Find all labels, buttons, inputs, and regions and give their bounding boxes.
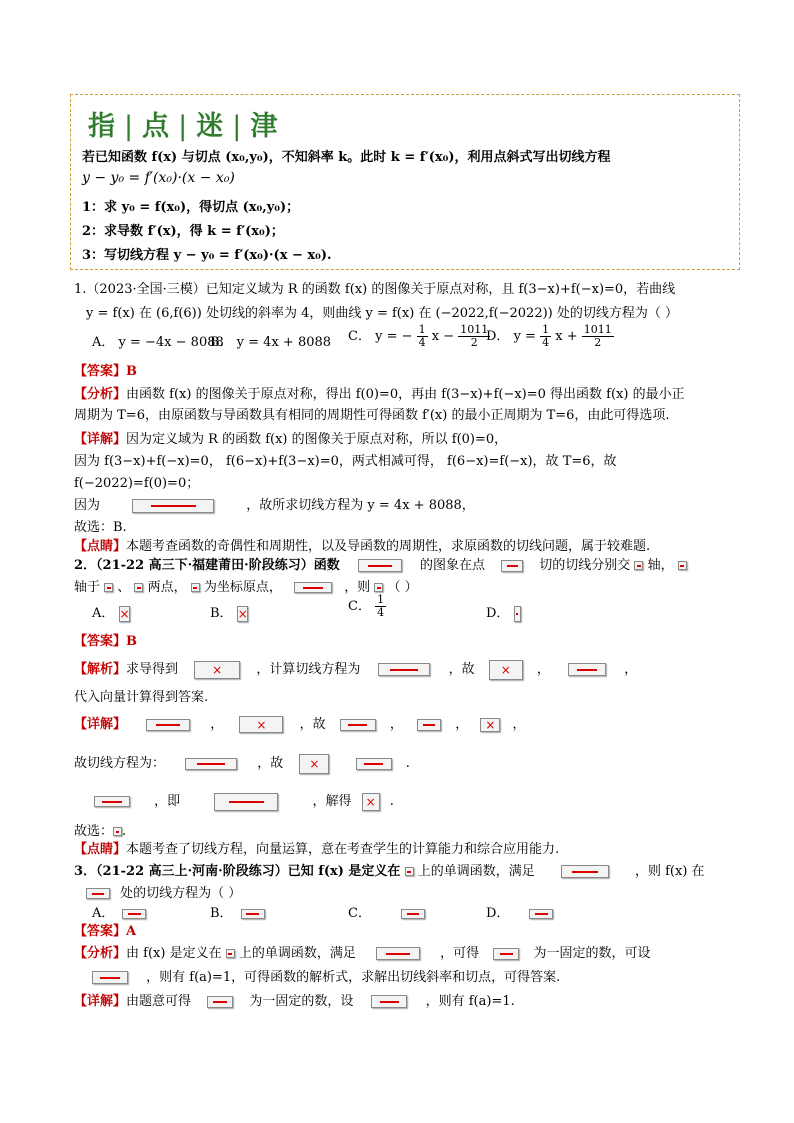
q2-option-d — [486, 602, 521, 622]
formula-image — [113, 827, 122, 836]
question-text: 轴， — [647, 558, 674, 573]
q3-option-d — [486, 902, 553, 921]
option-label: B． — [210, 906, 233, 921]
tip-formula: y − y₀ = f′(x₀)·(x − x₀) — [82, 170, 235, 186]
question-text: （ ） — [387, 580, 418, 595]
tip-title-sep: | — [124, 111, 135, 142]
formula-image — [134, 583, 143, 592]
q1-analysis-line1 — [74, 383, 685, 402]
question-text: 为坐标原点， — [203, 580, 282, 595]
q3-detail — [74, 990, 515, 1009]
answer-tag: 【答案】 — [74, 924, 127, 939]
fraction-denominator: 4 — [377, 606, 385, 619]
analysis-text: ，故 — [448, 662, 475, 677]
q1-option-c — [348, 324, 490, 349]
detail-tag: 【详解】 — [74, 717, 127, 732]
q3-option-b — [210, 902, 265, 921]
formula-image — [376, 947, 420, 960]
option-text: x − — [431, 329, 455, 344]
option-label: D． — [486, 906, 510, 921]
fraction — [417, 324, 428, 349]
q2-detail-line1 — [74, 713, 526, 733]
formula-image — [185, 758, 237, 770]
formula-image — [119, 606, 130, 622]
q3-stem-line1 — [74, 860, 705, 879]
question-text: 两点， — [147, 580, 187, 595]
q1-detail-line3: f(−2022)=f(0)=0； — [74, 476, 200, 491]
answer-tag: 【答案】 — [74, 634, 127, 649]
q3-stem-line2 — [86, 882, 241, 901]
detail-text: . — [405, 756, 410, 771]
analysis-text: 由 f(x) 是定义在 — [126, 946, 222, 961]
formula-image — [501, 560, 523, 572]
formula-image — [92, 971, 128, 984]
formula-image — [122, 909, 146, 919]
q1-detail-line1 — [74, 428, 507, 447]
q2-option-b — [210, 602, 248, 622]
formula-image — [340, 719, 376, 731]
q3-analysis-line2 — [92, 966, 560, 985]
q1-detail-line4 — [74, 494, 475, 513]
fraction — [582, 324, 614, 349]
question-text: 、 — [117, 580, 131, 595]
analysis-text: ， — [624, 662, 638, 677]
detail-text: ，则有 f(a)=1. — [425, 994, 515, 1009]
detail-text: ， — [210, 717, 224, 732]
detail-text: . — [389, 794, 394, 809]
q3-analysis-line1 — [74, 942, 650, 961]
fraction — [540, 324, 551, 349]
formula-image — [207, 996, 233, 1008]
formula-image — [214, 793, 278, 811]
formula-image — [405, 867, 414, 876]
option-label: C． — [348, 329, 371, 344]
choice-text: . — [122, 824, 127, 839]
detail-text: ，故所求切线方程为 y = 4x + 8088， — [246, 498, 475, 513]
q2-choice — [74, 820, 126, 839]
q1-option-d — [486, 324, 614, 349]
detail-text: 因为定义域为 R 的函数 f(x) 的图像关于原点对称，所以 f(0)=0， — [126, 432, 508, 447]
formula-image — [514, 606, 521, 622]
question-text: ，则 — [344, 580, 371, 595]
fraction-numerator: 1 — [418, 323, 426, 336]
option-label: B． — [210, 606, 233, 621]
answer-value: B — [126, 364, 138, 379]
detail-text: ， — [455, 717, 469, 732]
answer-tag: 【答案】 — [74, 364, 127, 379]
q2-stem-line1 — [74, 554, 687, 573]
detail-text: 为一固定的数，设 — [249, 994, 354, 1009]
option-text: x + — [555, 329, 578, 344]
answer-value: A — [126, 924, 137, 939]
q1-stem-line1: 1.（2023·全国·三模）已知定义域为 R 的函数 f(x) 的图像关于原点对称，且 f(3−x)+f(−x)=0，若曲线 — [74, 282, 676, 297]
q3-option-c — [348, 902, 425, 921]
analysis-tag: 【分析】 — [74, 387, 127, 402]
option-label: A． — [92, 606, 115, 621]
tip-title-char: 点 — [142, 111, 171, 142]
option-label: D． — [486, 606, 510, 621]
formula-image — [299, 754, 329, 774]
question-text: 切的切线分别交 — [539, 558, 631, 573]
q2-analysis-line2: 代入向量计算得到答案. — [74, 690, 209, 705]
analysis-text: ， — [536, 662, 550, 677]
q1-choice: 故选：B. — [74, 520, 127, 535]
q1-option-a: A． y = −4x − 8088 — [92, 335, 224, 350]
formula-image — [417, 719, 441, 731]
question-text: 的图象在点 — [419, 558, 485, 573]
fraction — [375, 594, 386, 619]
tip-title-char: 迷 — [196, 111, 225, 142]
formula-image — [561, 865, 609, 878]
comment-tag: 【点睛】 — [74, 539, 127, 554]
formula-image — [489, 660, 523, 680]
fraction-numerator: 1 — [377, 593, 385, 606]
formula-image — [480, 718, 500, 732]
analysis-text: 为一固定的数，可设 — [533, 946, 651, 961]
q2-analysis-line1 — [74, 658, 637, 680]
tip-step2: 2：求导数 f′(x)，得 k = f′(x₀)； — [82, 224, 284, 239]
fraction-denominator: 2 — [470, 336, 478, 349]
option-label: C． — [348, 599, 371, 614]
analysis-text: 由函数 f(x) 的图像关于原点对称，得出 f(0)=0，再由 f(3−x)+f(−x)=0 得出函数 f(x) 的最小正 — [126, 387, 685, 402]
detail-text: ，故 — [257, 756, 284, 771]
formula-image — [104, 583, 113, 592]
detail-text: ，即 — [154, 794, 181, 809]
comment-text: 本题考查函数的奇偶性和周期性，以及导函数的周期性，求原函数的切线问题，属于较难题. — [126, 539, 651, 554]
detail-text: 因为 — [74, 498, 101, 513]
answer-value: B — [126, 634, 138, 649]
formula-image — [401, 909, 425, 919]
option-text: y = — [513, 329, 536, 344]
tip-intro: 若已知函数 f(x) 与切点 (x₀,y₀)，不知斜率 k。此时 k = f′(x₀)，利用点斜式写出切线方程 — [82, 150, 611, 165]
option-text: y = − — [375, 329, 413, 344]
q3-answer — [74, 920, 136, 939]
tip-title-sep: | — [178, 111, 189, 142]
detail-text: 由题意可得 — [126, 994, 192, 1009]
formula-image — [678, 561, 687, 570]
formula-image — [241, 909, 265, 919]
fraction-numerator: 1011 — [460, 323, 489, 336]
q1-option-b: B． y = 4x + 8088 — [210, 335, 332, 350]
formula-image — [493, 948, 519, 960]
q2-comment — [74, 838, 559, 857]
formula-image — [358, 559, 402, 572]
tip-title-sep: | — [232, 111, 243, 142]
formula-image — [94, 796, 130, 807]
formula-image — [132, 499, 214, 513]
formula-image — [239, 716, 283, 733]
question-text: 上的单调函数，满足 — [417, 864, 535, 879]
formula-image — [568, 663, 606, 676]
q2-detail-line2 — [74, 752, 410, 774]
q2-answer — [74, 630, 137, 649]
formula-image — [191, 583, 200, 592]
analysis-text: 求导得到 — [126, 662, 179, 677]
formula-image — [86, 888, 110, 899]
tip-step1: 1：求 y₀ = f(x₀)，得切点 (x₀,y₀)； — [82, 200, 300, 215]
analysis-text: ，可得 — [440, 946, 480, 961]
formula-image — [146, 719, 190, 731]
formula-image — [378, 663, 430, 676]
formula-image — [634, 561, 643, 570]
detail-tag: 【详解】 — [74, 994, 127, 1009]
tip-step3: 3：写切线方程 y − y₀ = f′(x₀)·(x − x₀). — [82, 248, 332, 263]
option-label: D． — [486, 329, 510, 344]
question-text: 3．（21-22 高三上·河南·阶段练习）已知 f(x) 是定义在 — [74, 864, 401, 879]
analysis-text: ，则有 f(a)=1，可得函数的解析式，求解出切线斜率和切点，可得答案. — [146, 970, 561, 985]
question-text: 2．（21-22 高三下·福建莆田·阶段练习）函数 — [74, 558, 340, 573]
q1-stem-line2: y = f(x) 在 (6,f(6)) 处切线的斜率为 4，则曲线 y = f(x) 在 (−2022,f(−2022)) 处的切线方程为（ ） — [86, 306, 678, 321]
formula-image — [294, 582, 332, 593]
detail-text: ， — [389, 717, 403, 732]
option-label: A． — [92, 906, 115, 921]
formula-image — [237, 606, 248, 622]
fraction-denominator: 4 — [542, 336, 550, 349]
q2-option-a — [92, 602, 130, 622]
detail-text: 故切线方程为： — [74, 756, 166, 771]
question-text: 轴于 — [74, 580, 101, 595]
fraction-denominator: 2 — [594, 336, 602, 349]
question-text: ，则 f(x) 在 — [634, 864, 705, 879]
detail-text: ，解得 — [312, 794, 352, 809]
q1-answer — [74, 360, 137, 379]
analysis-text: ，计算切线方程为 — [256, 662, 361, 677]
option-label: C． — [348, 906, 371, 921]
formula-image — [529, 909, 553, 919]
formula-image — [374, 583, 383, 592]
q1-detail-line2: 因为 f(3−x)+f(−x)=0， f(6−x)+f(3−x)=0，两式相减可得， f(6−x)=f(−x)，故 T=6，故 — [74, 454, 617, 469]
q3-option-a — [92, 902, 146, 921]
q1-comment — [74, 535, 650, 554]
tip-title-char: 津 — [250, 111, 279, 142]
choice-text: 故选： — [74, 824, 114, 839]
tip-title-char: 指 — [88, 111, 116, 142]
comment-tag: 【点睛】 — [74, 842, 127, 857]
q2-option-c — [348, 594, 386, 619]
formula-image — [356, 758, 392, 770]
comment-text: 本题考查了切线方程，向量运算，意在考查学生的计算能力和综合应用能力. — [126, 842, 560, 857]
fraction-numerator: 1 — [542, 323, 550, 336]
analysis-text: 上的单调函数，满足 — [238, 946, 356, 961]
q2-detail-line3 — [94, 790, 394, 811]
detail-text: ，故 — [299, 717, 326, 732]
analysis-tag: 【解析】 — [74, 662, 127, 677]
formula-image — [194, 661, 240, 679]
formula-image — [371, 995, 407, 1008]
detail-tag: 【详解】 — [74, 432, 127, 447]
formula-image — [226, 949, 235, 958]
q2-stem-line2 — [74, 576, 418, 595]
tip-title — [88, 104, 278, 143]
formula-image — [362, 793, 380, 811]
fraction-denominator: 4 — [418, 336, 426, 349]
fraction-numerator: 1011 — [583, 323, 612, 336]
detail-text: ， — [512, 717, 526, 732]
q1-analysis-line2: 周期为 T=6，由原函数与导函数具有相同的周期性可得函数 f′(x) 的最小正周期为 T=6，由此可得选项. — [74, 408, 670, 423]
analysis-tag: 【分析】 — [74, 946, 127, 961]
question-text: 处的切线方程为（ ） — [120, 886, 242, 901]
